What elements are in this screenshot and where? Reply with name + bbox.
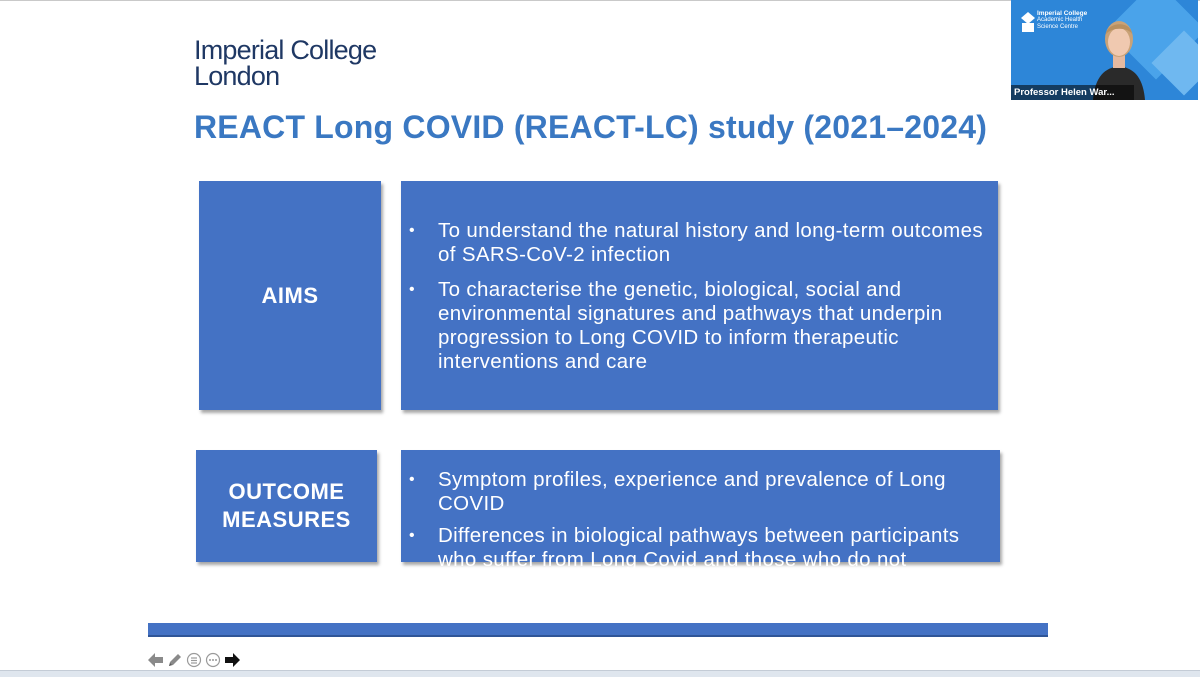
outcome-measures-content-box bbox=[401, 450, 1000, 571]
slides-menu-icon[interactable] bbox=[186, 652, 202, 668]
video-logo-line-3: Science Centre bbox=[1037, 24, 1079, 30]
speaker-name-label: Professor Helen War... bbox=[1011, 85, 1134, 100]
aims-label: AIMS bbox=[261, 282, 319, 308]
slide-footer-bar bbox=[148, 623, 1048, 637]
more-options-icon[interactable] bbox=[205, 652, 221, 668]
video-logo-line-2: Academic Health bbox=[1037, 17, 1083, 23]
slide-title: REACT Long COVID (REACT-LC) study (2021–2024) bbox=[194, 109, 988, 145]
aims-bullet-2: • To characterise the genetic, biological, social and environmental signatures and pathways that underpin progression to Long COVID to inform therapeutic interventions and care bbox=[401, 278, 984, 374]
imperial-college-logo bbox=[194, 37, 376, 89]
outcome-bullet-list bbox=[401, 468, 986, 572]
logo-line-1: Imperial College bbox=[194, 35, 377, 65]
outcome-label-line-2: MEASURES bbox=[222, 507, 351, 532]
slideshow-navigation bbox=[148, 650, 240, 670]
arrow-right-icon[interactable] bbox=[224, 652, 240, 668]
aims-content-box bbox=[401, 181, 998, 410]
speaker-video-thumbnail[interactable] bbox=[1011, 0, 1198, 100]
outcome-bullet-1: • Symptom profiles, experience and prevalence of Long COVID bbox=[401, 468, 986, 516]
ahsc-mark-icon bbox=[1021, 12, 1035, 32]
outcome-bullet-2: • Differences in biological pathways between participants who suffer from Long Covid and those who do not bbox=[401, 524, 986, 572]
outcome-label-line-1: OUTCOME bbox=[228, 479, 345, 504]
outcome-measures-label-box bbox=[196, 450, 377, 562]
aims-bullet-list bbox=[401, 219, 984, 374]
pen-icon[interactable] bbox=[167, 652, 183, 668]
logo-line-2: London bbox=[194, 61, 280, 91]
aims-label-box bbox=[199, 181, 381, 410]
arrow-left-icon[interactable] bbox=[148, 652, 164, 668]
video-logo-line-1: Imperial College bbox=[1037, 10, 1088, 17]
aims-bullet-1: • To understand the natural history and long-term outcomes of SARS-CoV-2 infection bbox=[401, 219, 984, 267]
